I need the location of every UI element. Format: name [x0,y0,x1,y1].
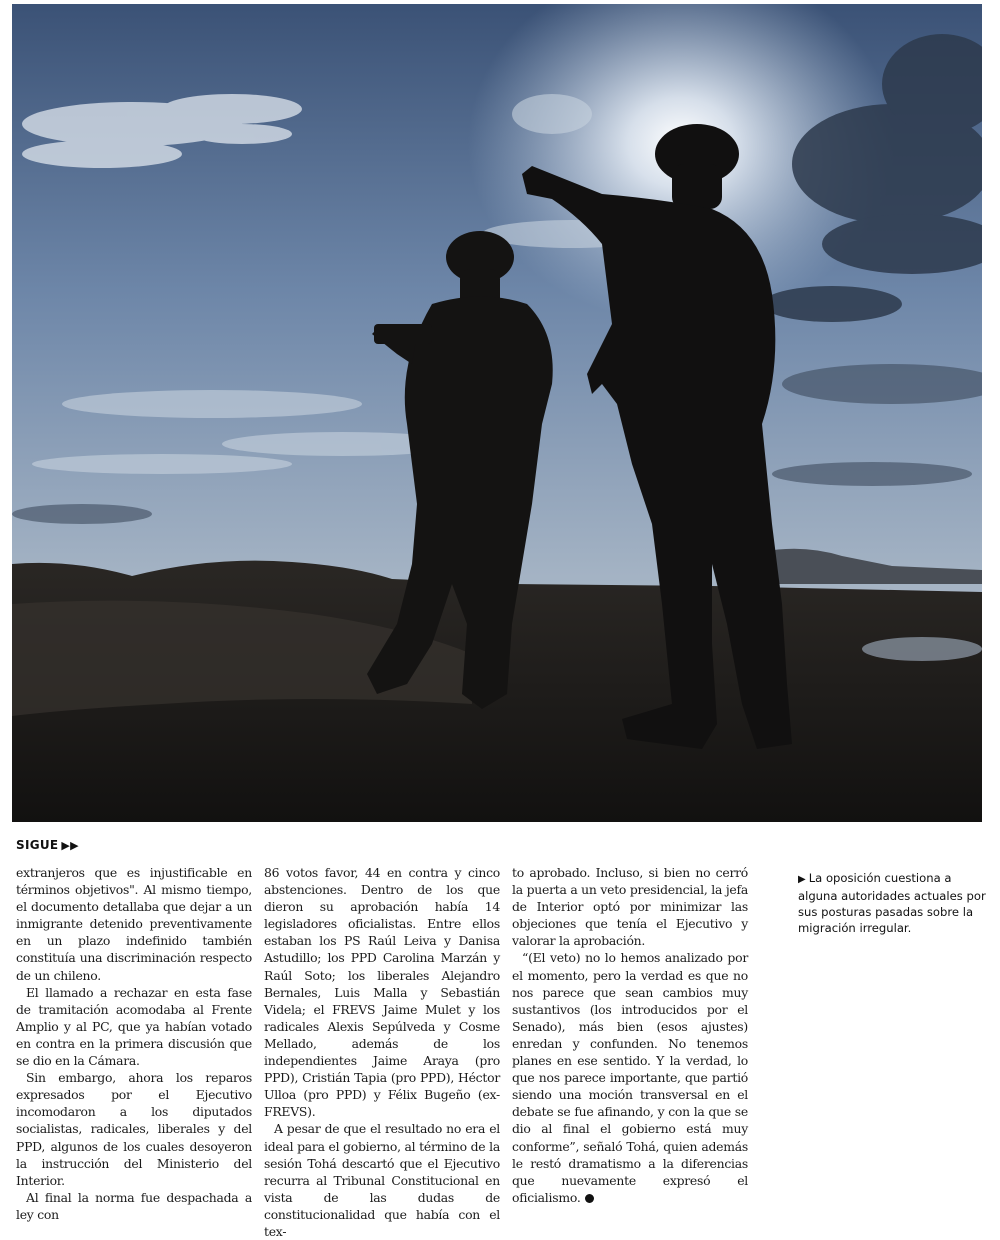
paragraph: Al final la norma fue despachada a ley con [16,1189,252,1222]
paragraph: El llamado a rechazar en esta fase de tramitación acomodaba al Frente Amplio y al PC, que ya habían votado en contra en la primera discusión que se dio en la Cámara. [16,984,252,1069]
paragraph: extranjeros que es injustificable en términos objetivos". Al mismo tiempo, el documento detallaba que dejar a un inmigrante detenido preventivamente en un plazo indefinido también constituía una discriminación respecto de un chileno. [16,865,252,983]
end-of-article-icon [585,1194,594,1203]
paragraph [512,949,748,1205]
paragraph: A pesar de que el resultado no era el ideal para el gobierno, al término de la sesión Tohá descartó que el Ejecutivo recurra al Tribunal Constitucional en vista de las dudas de constitucionalidad que había con el tex- [264,1121,500,1239]
continue-arrows-icon: ▶▶ [61,839,79,852]
soldiers-silhouette-photo [12,4,982,822]
continue-marker [16,838,79,852]
sidenote-text: La oposición cuestiona a alguna autoridades actuales por sus posturas pasadas sobre la migración irregular. [798,871,986,935]
sidenote [798,870,990,936]
photo-graphic [12,4,982,822]
article-column-2 [264,864,500,1240]
paragraph: to aprobado. Incluso, si bien no cerró la puerta a un veto presidencial, la jefa de Interior optó por minimizar las objeciones que tenía el Ejecutivo y valorar la aprobación. [512,865,748,949]
triangle-marker-icon: ▶ [798,874,806,885]
article-column-3 [512,864,748,1206]
article-column-1 [16,864,252,1223]
continue-label: SIGUE [16,838,59,852]
paragraph: 86 votos favor, 44 en contra y cinco abstenciones. Dentro de los que dieron su aprobación había 14 legisladores oficialistas. Entre ellos estaban los PS Raúl Leiva y Danisa Astudillo; los PPD Carolina Marzán y Raúl Soto; los liberales Alejandro Bernales, Luis Malla y Sebastián Videla; el FREVS Jaime Mulet y los radicales Alexis Sepúlveda y Cosme Mellado, además de los independientes Jaime Araya (pro PPD), Cristián Tapia (pro PPD), Héctor Ulloa (pro PPD) y Félix Bugeño (ex-FREVS). [264,865,500,1120]
paragraph-text: “(El veto) no lo hemos analizado por el momento, pero la verdad es que no nos parece que sean cambios muy sustantivos (los introducidos por el Senado), más bien (esos ajustes) enredan y confunden. No tenemos planes en ese sentido. Y la verdad, lo que nos parece importante, que partió siendo una moción transversal en el debate se fue afinando, y con la que se dio al final el gobierno está muy conforme”, señaló Tohá, quien además le restó dramatismo a la diferencias que nuevamente expresó el oficialismo. [512,950,748,1205]
paragraph: Sin embargo, ahora los reparos expresados por el Ejecutivo incomodaron a los diputados socialistas, radicales, liberales y del PPD, algunos de los cuales desoyeron la instrucción del Ministerio del Interior. [16,1070,252,1188]
